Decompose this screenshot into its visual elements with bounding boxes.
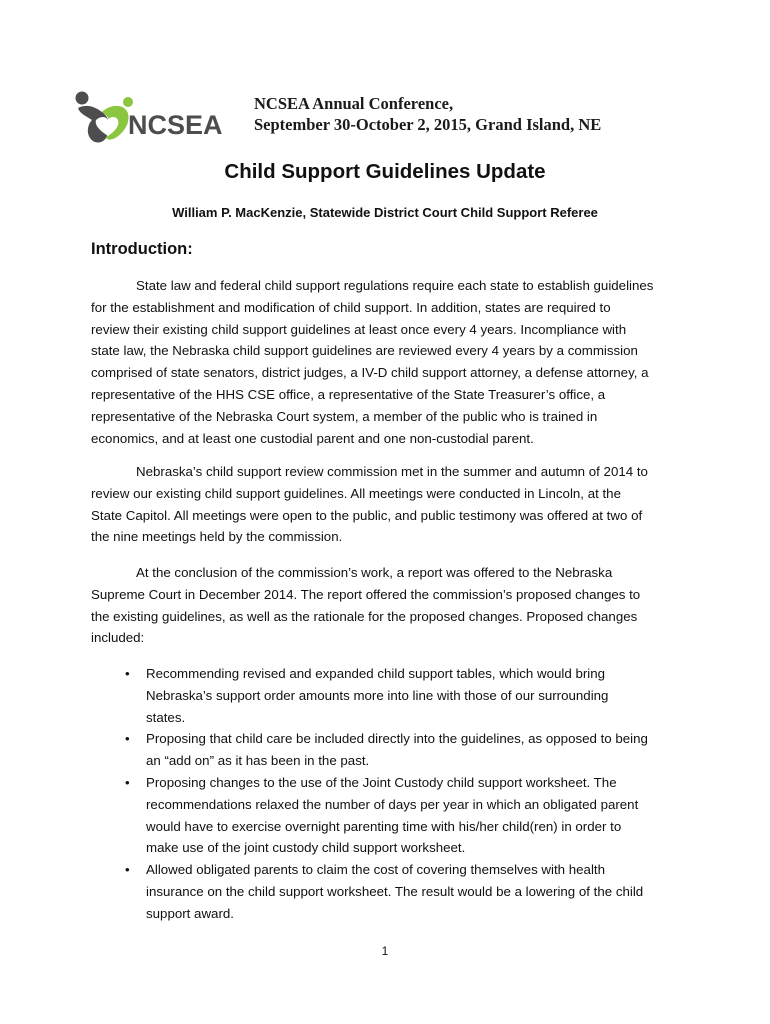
list-item-line: an “add on” as it has been in the past. — [146, 753, 370, 769]
list-item-line: Proposing changes to the use of the Joint Custody child support worksheet. The — [146, 774, 617, 790]
conference-info — [254, 93, 601, 135]
document-title: Child Support Guidelines Update — [224, 160, 546, 183]
paragraph-line: State law and federal child support regulations require each state to establish guidelines — [136, 278, 654, 293]
paragraph-line: representative of the Nebraska Court system, a member of the public who is trained in — [91, 408, 598, 424]
list-item-line: would have to exercise overnight parenting time with his/her child(ren) in order to — [146, 818, 622, 834]
list-item-line: Allowed obligated parents to claim the cost of covering themselves with health — [146, 862, 605, 878]
paragraph-line: included: — [91, 630, 145, 646]
document-author: William P. MacKenzie, Statewide District Court Child Support Referee — [172, 205, 598, 220]
conference-dates-location: September 30-October 2, 2015, Grand Island, NE — [254, 115, 602, 134]
paragraph-line: Supreme Court in December 2014. The report offered the commission’s proposed changes to — [91, 586, 641, 602]
paragraph-1 — [91, 275, 689, 449]
paragraph-line: state law, the Nebraska child support guidelines are reviewed every 4 years by a commission — [91, 343, 638, 359]
paragraph-line: the nine meetings held by the commission. — [91, 529, 343, 545]
page-number: 1 — [381, 944, 389, 958]
ncsea-logo-text: NCSEA — [128, 110, 223, 140]
paragraph-line: representative of the HHS CSE office, a representative of the State Treasurer’s office, a — [91, 386, 606, 402]
ncsea-logo — [72, 86, 232, 150]
list-item — [91, 663, 691, 728]
paragraph-line: Nebraska’s child support review commission met in the summer and autumn of 2014 to — [136, 464, 648, 479]
paragraph-3 — [91, 562, 689, 649]
paragraph-line: economics, and at least one custodial parent and one non-custodial parent. — [91, 430, 534, 446]
list-item — [91, 859, 691, 924]
list-item-line: insurance on the child support worksheet. The result would be a lowering of the child — [146, 883, 644, 899]
bullet-icon: • — [125, 774, 130, 790]
list-item — [91, 772, 691, 859]
paragraph-line: State Capitol. All meetings were open to the public, and public testimony was offered at two of — [91, 507, 643, 523]
bullet-icon: • — [125, 862, 130, 878]
paragraph-2 — [91, 461, 689, 548]
section-heading-introduction: Introduction: — [91, 240, 193, 258]
list-item-line: states. — [146, 709, 186, 725]
list-item-line: Proposing that child care be included directly into the guidelines, as opposed to being — [146, 731, 648, 747]
list-item-line: recommendations relaxed the number of days per year in which an obligated parent — [146, 796, 639, 812]
list-item-line: Recommending revised and expanded child support tables, which would bring — [146, 666, 606, 681]
paragraph-line: for the establishment and modification of child support. In addition, states are required to — [91, 299, 611, 315]
bullet-icon: • — [125, 666, 130, 681]
list-item-line: support award. — [146, 905, 234, 921]
list-item-line: Nebraska’s support order amounts more into line with those of our surrounding — [146, 687, 609, 703]
bullet-icon: • — [125, 731, 130, 747]
paragraph-line: review our existing child support guidelines. All meetings were conducted in Lincoln, at the — [91, 485, 621, 501]
paragraph-line: comprised of state senators, district judges, a IV-D child support attorney, a defense attorney, a — [91, 365, 649, 381]
ncsea-logo-graphic — [72, 86, 232, 150]
list-item — [91, 728, 691, 772]
paragraph-line: the existing guidelines, as well as the rationale for the proposed changes. Proposed changes — [91, 608, 638, 624]
proposed-changes-list — [91, 663, 691, 925]
paragraph-line: At the conclusion of the commission’s work, a report was offered to the Nebraska — [136, 565, 613, 580]
paragraph-line: review their existing child support guidelines at least once every 4 years. Incompliance with — [91, 321, 627, 337]
conference-name: NCSEA Annual Conference, — [254, 94, 454, 113]
list-item-line: make use of the joint custody child support worksheet. — [146, 840, 466, 856]
